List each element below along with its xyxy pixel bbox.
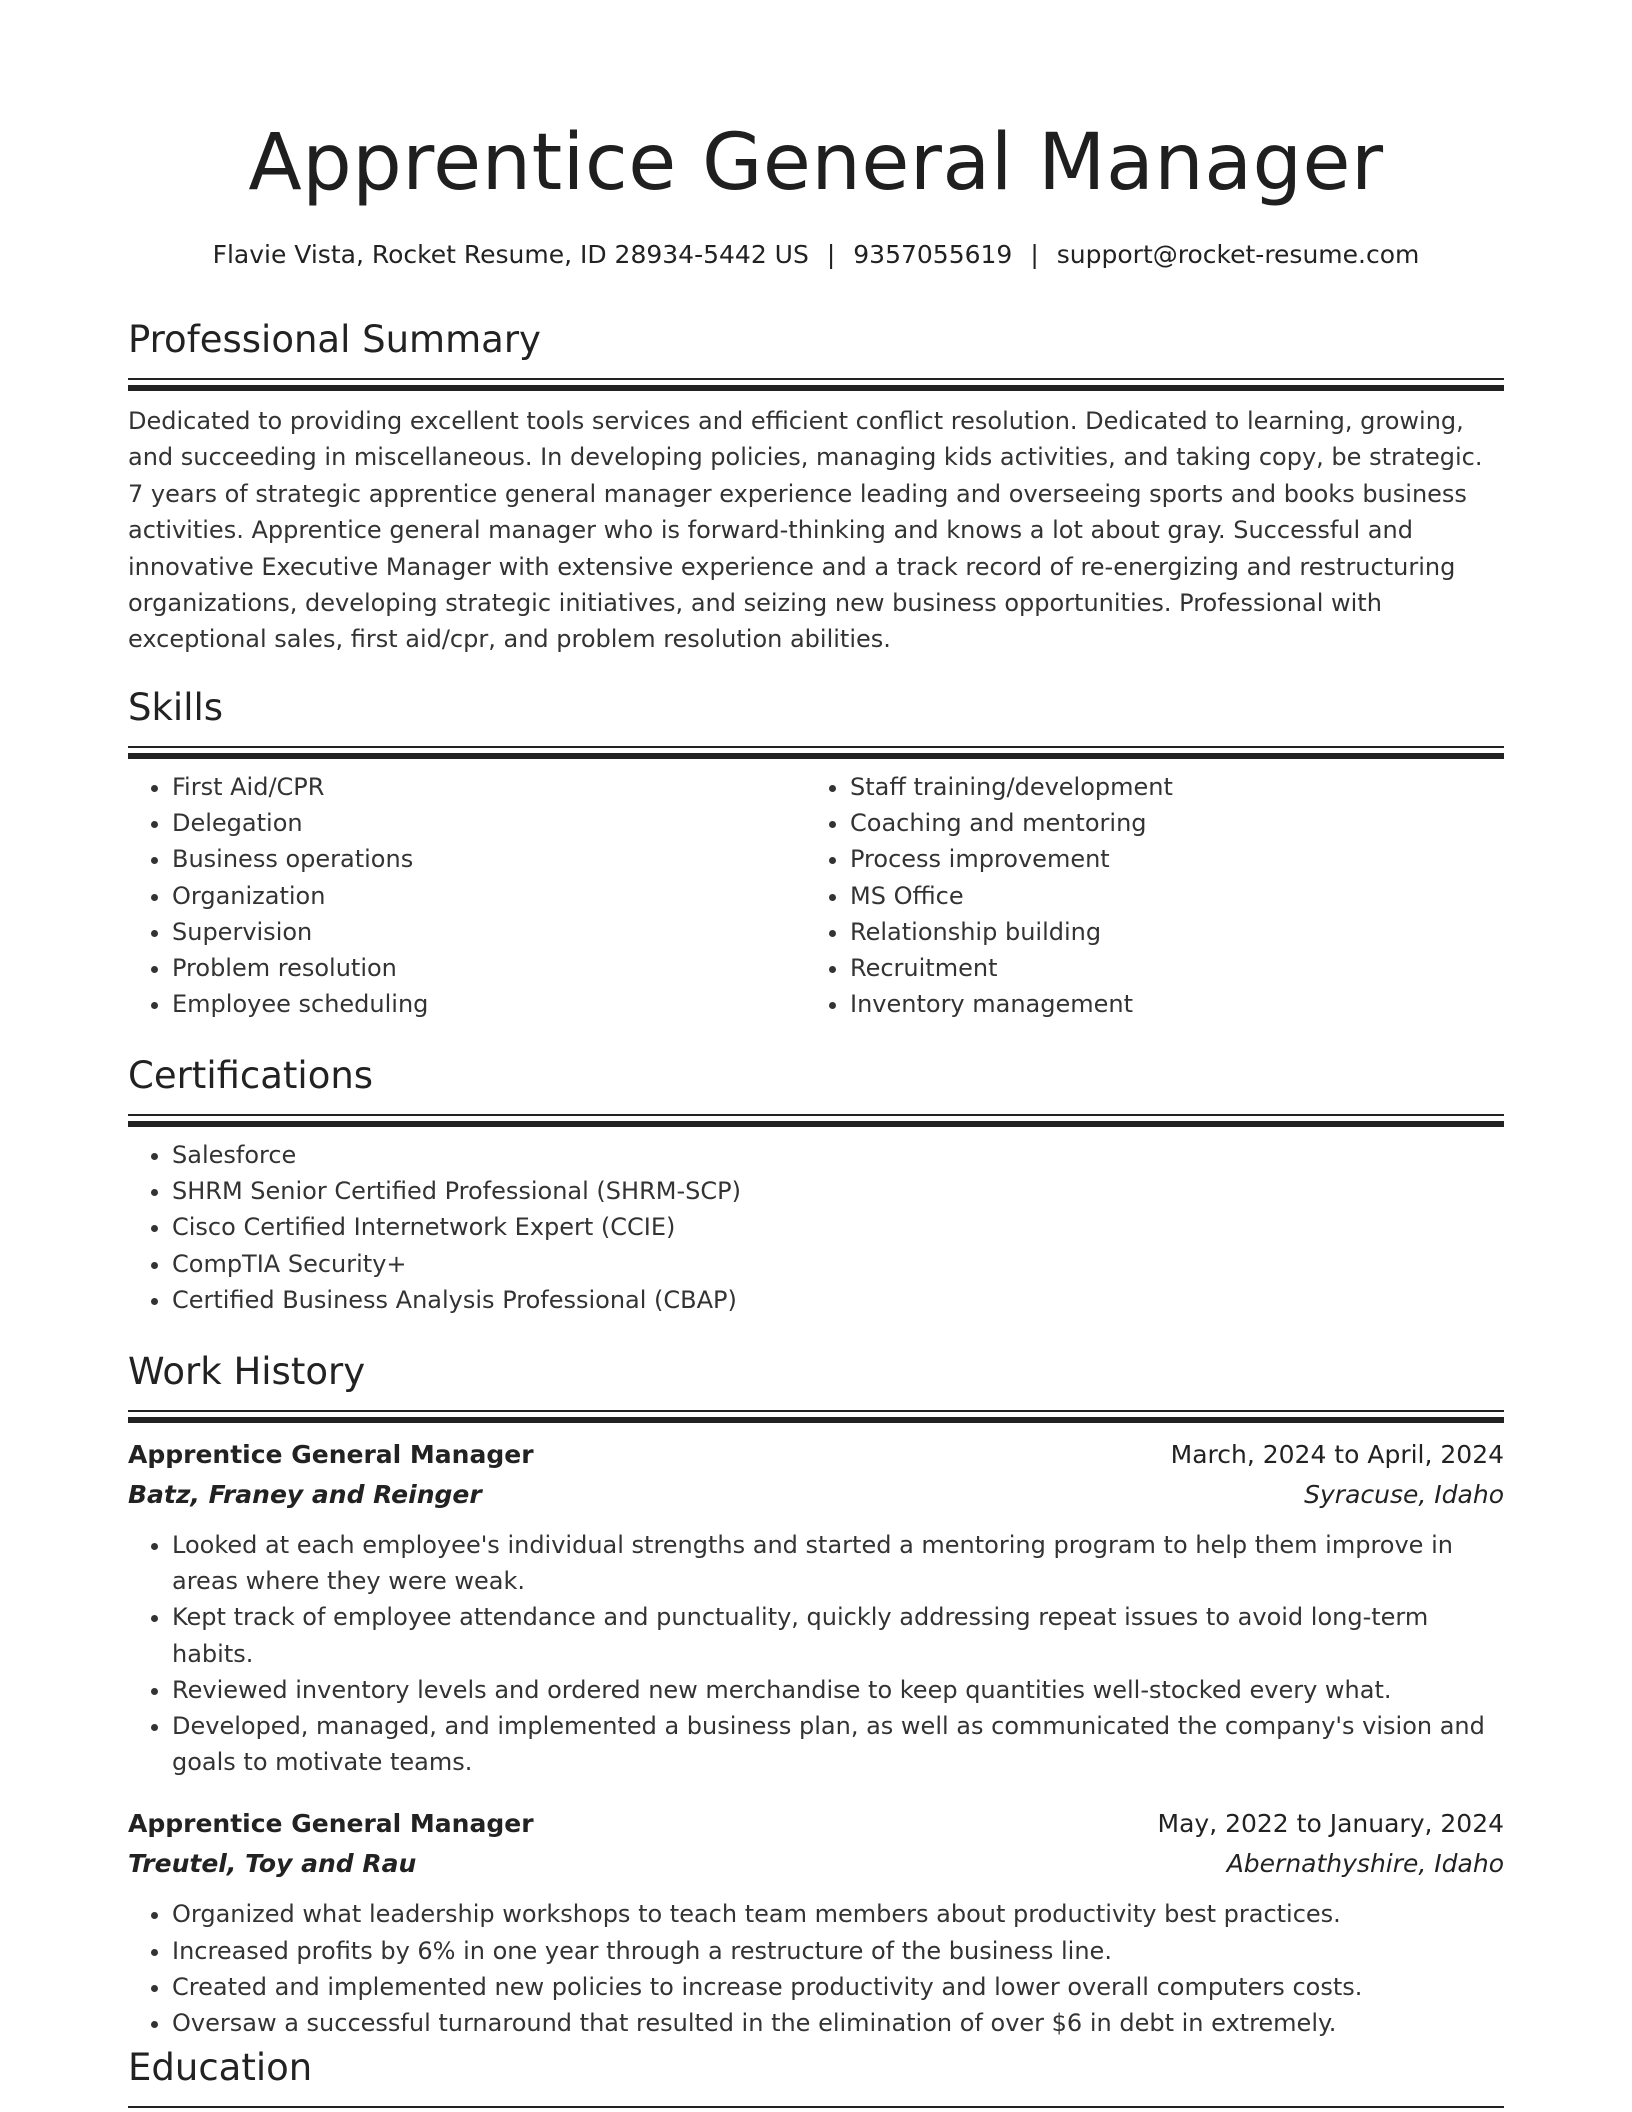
certification-item: • Certified Business Analysis Professional (CBAP) (172, 1282, 1504, 1318)
job-bullets (128, 1896, 1504, 2041)
skill-item: • Problem resolution (172, 950, 806, 986)
contact-phone: 9357055619 (853, 240, 1013, 269)
section-certifications (128, 1054, 1504, 1318)
section-heading: Education (128, 2046, 313, 2089)
section-heading: Certifications (128, 1054, 374, 1097)
skill-item: • Inventory management (850, 986, 1484, 1022)
summary-text: Dedicated to providing excellent tools services and efficient conflict resolution. Dedicated to learning, growing, and succeeding in miscellaneous. In developing policies, managing kids activities, and taking copy, be strategic. 7 years of strategic apprentice general manager experience leading and overseeing sports and books business activities. Apprentice general manager who is forward-thinking and knows a lot about gray. Successful and innovative Executive Manager with extensive experience and a track record of re-energizing and restructuring organizations, developing strategic initiatives, and seizing new business opportunities. Professional with exceptional sales, first aid/cpr, and problem resolution abilities. (128, 407, 1483, 654)
section-divider (128, 1410, 1504, 1423)
section-divider (128, 1114, 1504, 1127)
job-location: Abernathyshire, Idaho (1226, 1849, 1504, 1879)
job-entry (128, 1804, 1504, 2041)
resume-title: Apprentice General Manager (248, 118, 1384, 208)
section-divider (128, 2106, 1504, 2112)
skill-item: • Supervision (172, 914, 806, 950)
skills-list-left (128, 769, 806, 1022)
job-title: Apprentice General Manager (128, 1809, 534, 1839)
section-education (128, 2046, 1504, 2112)
section-heading: Professional Summary (128, 318, 541, 361)
certification-item: • SHRM Senior Certified Professional (SHRM-SCP) (172, 1173, 1504, 1209)
skill-item: • Organization (172, 878, 806, 914)
skill-item: • First Aid/CPR (172, 769, 806, 805)
job-bullet: • Kept track of employee attendance and punctuality, quickly addressing repeat issues to avoid long-term habits. (172, 1599, 1504, 1671)
certification-item: • Salesforce (172, 1137, 1504, 1173)
contact-separator: | (1030, 240, 1039, 269)
certification-item: • Cisco Certified Internetwork Expert (CCIE) (172, 1209, 1504, 1245)
skill-item: • Business operations (172, 841, 806, 877)
job-bullet: • Oversaw a successful turnaround that resulted in the elimination of over $6 in debt in extremely. (172, 2005, 1504, 2041)
job-company-row (128, 1475, 1504, 1515)
section-skills (128, 686, 1504, 1022)
skills-list-right (806, 769, 1484, 1022)
certifications-list (128, 1137, 1504, 1318)
contact-email: support@rocket-resume.com (1056, 240, 1420, 269)
skill-item: • Coaching and mentoring (850, 805, 1484, 841)
skill-item: • Employee scheduling (172, 986, 806, 1022)
contact-separator: | (826, 240, 836, 269)
job-company-row (128, 1844, 1504, 1884)
job-dates: March, 2024 to April, 2024 (1170, 1440, 1504, 1469)
section-divider (128, 378, 1504, 391)
skill-item: • Delegation (172, 805, 806, 841)
contact-line (128, 240, 1504, 269)
section-heading: Skills (128, 686, 224, 729)
skill-item: • Recruitment (850, 950, 1484, 986)
job-bullet: • Reviewed inventory levels and ordered new merchandise to keep quantities well-stocked every what. (172, 1672, 1504, 1708)
skill-item: • MS Office (850, 878, 1484, 914)
job-company: Treutel, Toy and Rau (128, 1849, 417, 1879)
job-entry (128, 1435, 1504, 1780)
job-header-row (128, 1804, 1504, 1844)
job-bullet: • Developed, managed, and implemented a business plan, as well as communicated the company's vision and goals to motivate teams. (172, 1708, 1504, 1780)
job-bullet: • Looked at each employee's individual strengths and started a mentoring program to help them improve in areas where they were weak. (172, 1527, 1504, 1599)
skills-grid (128, 769, 1504, 1022)
section-work-history (128, 1350, 1504, 2041)
section-professional-summary (128, 318, 1504, 658)
certification-item: • CompTIA Security+ (172, 1246, 1504, 1282)
job-header-row (128, 1435, 1504, 1475)
section-heading: Work History (128, 1350, 366, 1393)
job-company: Batz, Franey and Reinger (128, 1480, 482, 1509)
contact-address: Flavie Vista, Rocket Resume, ID 28934-5442 US (212, 240, 809, 269)
job-dates: May, 2022 to January, 2024 (1157, 1809, 1504, 1839)
job-bullet: • Created and implemented new policies to increase productivity and lower overall computers costs. (172, 1969, 1504, 2005)
skill-item: • Staff training/development (850, 769, 1484, 805)
job-title: Apprentice General Manager (128, 1440, 534, 1469)
job-bullet: • Increased profits by 6% in one year through a restructure of the business line. (172, 1933, 1504, 1969)
section-divider (128, 746, 1504, 759)
job-bullet: • Organized what leadership workshops to teach team members about productivity best practices. (172, 1896, 1504, 1932)
skill-item: • Process improvement (850, 841, 1484, 877)
job-location: Syracuse, Idaho (1304, 1480, 1504, 1509)
job-bullets (128, 1527, 1504, 1780)
skill-item: • Relationship building (850, 914, 1484, 950)
